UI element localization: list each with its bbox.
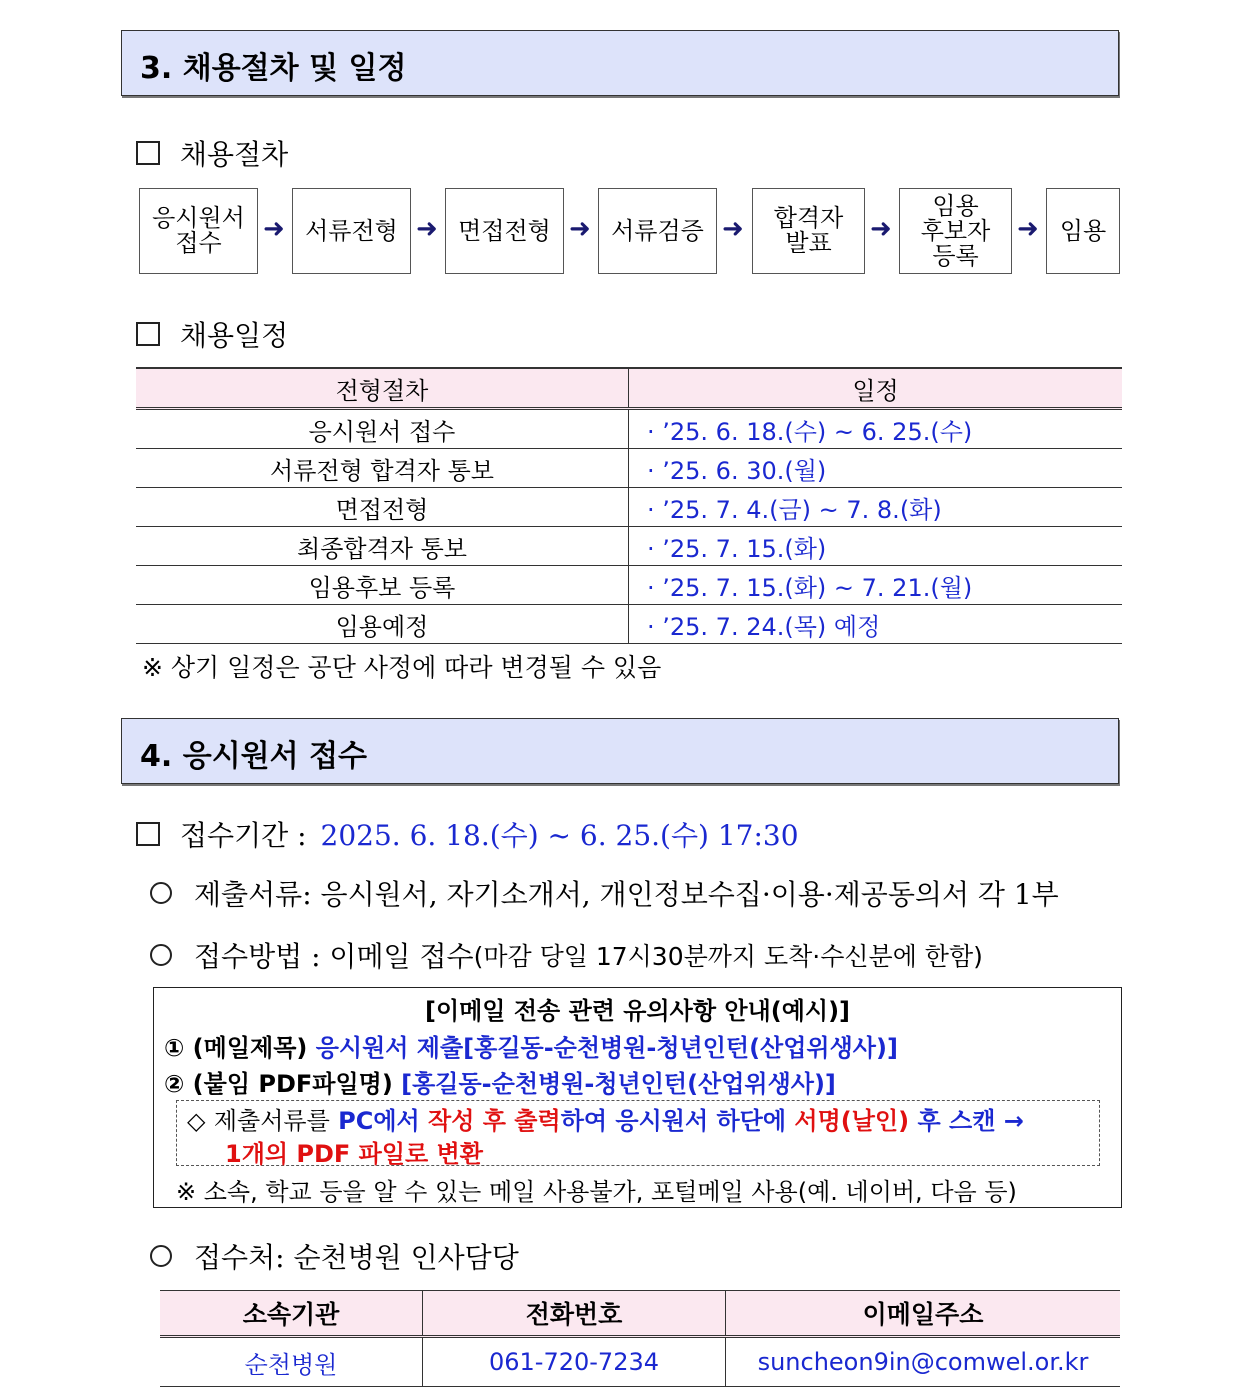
schedule-table (136, 367, 1122, 644)
flow-step-line: 임용 (932, 191, 979, 220)
cell-org: 순천병원 (160, 1337, 423, 1387)
flow-step-document-verification (598, 188, 717, 274)
cell-date: · ’25. 7. 24.(목) 예정 (629, 605, 1123, 644)
checkbox-square-icon (136, 322, 160, 346)
cell-step: 임용후보 등록 (136, 566, 629, 605)
section3-header (121, 30, 1119, 96)
method-label: 접수방법 : 이메일 접수 (194, 940, 474, 973)
notice-value: 응시원서 제출[홍길동-순천병원-청년인턴(산업위생사)] (315, 1034, 898, 1062)
cell-step: 서류전형 합격자 통보 (136, 449, 629, 488)
procedure-title: 채용절차 (180, 138, 289, 171)
checkbox-square-icon (136, 141, 160, 165)
documents-item (150, 873, 1059, 913)
flow-step-announcement (752, 188, 865, 274)
receiver-text: 접수처: 순천병원 인사담당 (194, 1241, 519, 1274)
checkbox-square-icon (136, 822, 160, 846)
flow-step-line: 임용 (1059, 216, 1107, 245)
inner-line-1 (187, 1101, 1024, 1136)
col-header-step: 전형절차 (136, 368, 629, 409)
table-row (136, 488, 1122, 527)
section4-header (121, 718, 1119, 784)
table-header-row (136, 368, 1122, 409)
section4-title: 4. 응시원서 접수 (140, 739, 368, 774)
arrow-right-icon: ➜ (870, 214, 892, 244)
period-label: 접수기간 : (180, 819, 307, 852)
flow-step-candidate-registration (899, 188, 1012, 274)
table-row (136, 449, 1122, 488)
col-header-email: 이메일주소 (726, 1291, 1121, 1337)
cell-date: · ’25. 6. 18.(수) ~ 6. 25.(수) (629, 409, 1123, 449)
cell-phone: 061-720-7234 (423, 1337, 726, 1387)
flow-step-line: 발표 (785, 229, 832, 257)
notice-value: [홍길동-순천병원-청년인턴(산업위생사)] (401, 1070, 836, 1098)
notice-title: [이메일 전송 관련 유의사항 안내(예시)] (424, 997, 851, 1025)
notice-inner-box (176, 1100, 1100, 1166)
cell-date: · ’25. 6. 30.(월) (629, 449, 1123, 488)
cell-step: 응시원서 접수 (136, 409, 629, 449)
flow-step-line: 등록 (932, 241, 979, 270)
col-header-org: 소속기관 (160, 1291, 423, 1337)
arrow-right-icon: ➜ (263, 214, 285, 244)
cell-step: 임용예정 (136, 605, 629, 644)
circle-bullet-icon (150, 944, 172, 966)
notice-prefix: ① (메일제목) (164, 1034, 308, 1062)
arrow-right-icon: ➜ (1017, 214, 1039, 244)
table-row (160, 1337, 1120, 1387)
flow-step-line: 응시원서 (152, 204, 245, 232)
schedule-title: 채용일정 (180, 319, 289, 352)
flow-step-line: 접수 (175, 229, 222, 257)
diamond-icon: ◇ (187, 1107, 206, 1135)
flow-step-line: 서류전형 (305, 216, 398, 245)
inner-text: PC에서 (338, 1107, 420, 1135)
flow-step-application (139, 188, 258, 274)
inner-text: 제출서류를 (213, 1107, 330, 1135)
procedure-heading (136, 133, 288, 173)
inner-text: 서명(날인) (794, 1107, 910, 1135)
table-row (136, 566, 1122, 605)
schedule-note: ※ 상기 일정은 공단 사정에 따라 변경될 수 있음 (142, 653, 662, 682)
flow-step-line: 서류검증 (611, 216, 704, 245)
cell-date: · ’25. 7. 4.(금) ~ 7. 8.(화) (629, 488, 1123, 527)
method-item (150, 935, 983, 975)
table-row (136, 409, 1122, 449)
table-header-row (160, 1291, 1120, 1337)
cell-date: · ’25. 7. 15.(화) (629, 527, 1123, 566)
notice-warning: ※ 소속, 학교 등을 알 수 있는 메일 사용불가, 포털메일 사용(예. 네이버, 다음 등) (176, 1178, 1017, 1206)
col-header-date: 일정 (629, 368, 1123, 409)
notice-line-subject (164, 1028, 898, 1063)
receiver-item (150, 1236, 519, 1276)
contact-table (160, 1290, 1120, 1387)
inner-line-2: 1개의 PDF 파일로 변환 (225, 1140, 483, 1168)
inner-text: 작성 후 출력 (428, 1107, 561, 1135)
flow-step-line: 면접전형 (458, 216, 551, 245)
col-header-phone: 전화번호 (423, 1291, 726, 1337)
flow-step-appointment (1046, 188, 1120, 274)
table-row (136, 527, 1122, 566)
cell-step: 최종합격자 통보 (136, 527, 629, 566)
notice-prefix: ② (붙임 PDF파일명) (164, 1070, 393, 1098)
schedule-heading (136, 314, 288, 354)
flow-step-line: 합격자 (773, 204, 844, 232)
email-notice-box (153, 987, 1122, 1208)
arrow-right-icon: ➜ (416, 214, 438, 244)
flow-step-interview (445, 188, 564, 274)
cell-email[interactable]: suncheon9in@comwel.or.kr (726, 1337, 1121, 1387)
cell-date: · ’25. 7. 15.(화) ~ 7. 21.(월) (629, 566, 1123, 605)
flow-step-line: 후보자 (920, 216, 991, 245)
section3-title: 3. 채용절차 및 일정 (140, 51, 407, 86)
inner-text: 후 스캔 → (917, 1107, 1024, 1135)
arrow-right-icon: ➜ (569, 214, 591, 244)
period-heading (136, 814, 799, 854)
arrow-right-icon: ➜ (722, 214, 744, 244)
flow-step-document-screening (292, 188, 411, 274)
inner-text: 하여 응시원서 하단에 (560, 1107, 787, 1135)
circle-bullet-icon (150, 882, 172, 904)
method-detail: (마감 당일 17시30분까지 도착·수신분에 한함) (473, 942, 983, 971)
cell-step: 면접전형 (136, 488, 629, 527)
period-value: 2025. 6. 18.(수) ~ 6. 25.(수) 17:30 (320, 819, 799, 852)
notice-line-filename (164, 1064, 836, 1099)
documents-text: 제출서류: 응시원서, 자기소개서, 개인정보수집·이용·제공동의서 각 1부 (194, 878, 1059, 911)
table-row (136, 605, 1122, 644)
circle-bullet-icon (150, 1245, 172, 1267)
